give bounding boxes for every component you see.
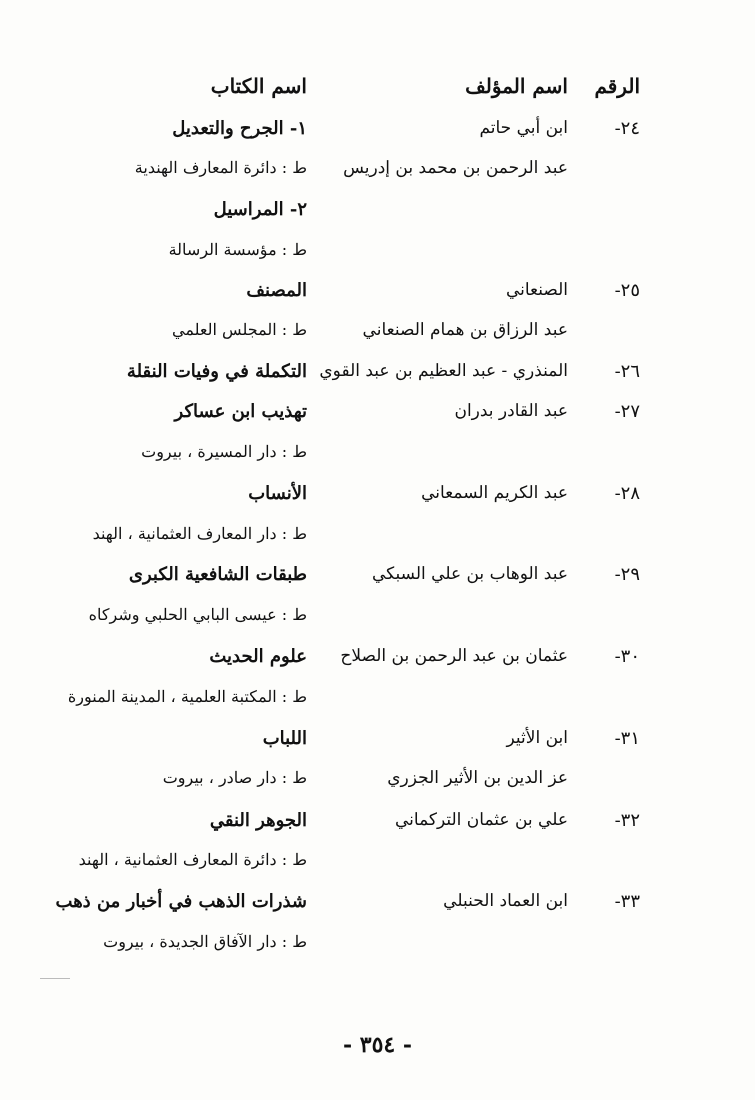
row-number: ٢٥-: [614, 280, 640, 301]
author-name: عبد الوهاب بن علي السبكي: [371, 564, 568, 584]
row-number: ٣٠-: [614, 646, 640, 667]
book-title: ٢- المراسيل: [213, 199, 307, 220]
row-number: ٢٦-: [614, 361, 640, 382]
footnote-rule: [40, 978, 70, 979]
book-title: الأنساب: [248, 483, 307, 504]
book-publisher: ط : دار الآفاق الجديدة ، بيروت: [103, 932, 307, 951]
book-publisher: ط : المكتبة العلمية ، المدينة المنورة: [67, 687, 307, 706]
row-number: ٢٩-: [614, 564, 640, 585]
book-publisher: ط : دائرة المعارف الهندية: [134, 158, 307, 177]
header-author: اسم المؤلف: [465, 74, 568, 98]
book-publisher: ط : عيسى البابي الحلبي وشركاه: [88, 605, 307, 624]
book-title: الجوهر النقي: [209, 810, 307, 831]
author-name: ابن الأثير: [506, 728, 568, 748]
book-title: ١- الجرح والتعديل: [172, 118, 307, 139]
book-publisher: ط : دار المعارف العثمانية ، الهند: [92, 524, 307, 543]
author-name: المنذري - عبد العظيم بن عبد القوي: [319, 361, 568, 381]
book-title: علوم الحديث: [209, 646, 307, 667]
book-publisher: ط : دار المسيرة ، بيروت: [141, 442, 307, 461]
book-title: تهذيب ابن عساكر: [174, 401, 307, 422]
author-name: عثمان بن عبد الرحمن بن الصلاح: [340, 646, 568, 666]
author-full-name: عز الدين بن الأثير الجزري: [387, 768, 568, 788]
author-name: ابن العماد الحنبلي: [443, 891, 568, 911]
author-name: عبد الكريم السمعاني: [421, 483, 568, 503]
author-full-name: عبد الرزاق بن همام الصنعاني: [362, 320, 568, 340]
book-publisher: ط : المجلس العلمي: [172, 320, 307, 339]
author-full-name: عبد الرحمن بن محمد بن إدريس: [343, 158, 568, 178]
header-number: الرقم: [594, 74, 640, 98]
row-number: ٣١-: [614, 728, 640, 749]
row-number: ٢٨-: [614, 483, 640, 504]
book-publisher: ط : مؤسسة الرسالة: [168, 240, 307, 259]
book-publisher: ط : دار صادر ، بيروت: [162, 768, 307, 787]
row-number: ٢٤-: [614, 118, 640, 139]
author-name: ابن أبي حاتم: [479, 118, 568, 138]
author-name: الصنعاني: [505, 280, 568, 300]
book-title: شذرات الذهب في أخبار من ذهب: [55, 891, 307, 912]
book-title: طبقات الشافعية الكبرى: [128, 564, 307, 585]
book-title: التكملة في وفيات النقلة: [126, 361, 307, 382]
book-publisher: ط : دائرة المعارف العثمانية ، الهند: [78, 850, 307, 869]
header-book: اسم الكتاب: [210, 74, 307, 98]
row-number: ٣٣-: [614, 891, 640, 912]
row-number: ٢٧-: [614, 401, 640, 422]
author-name: عبد القادر بدران: [454, 401, 568, 421]
row-number: ٣٢-: [614, 810, 640, 831]
book-title: المصنف: [246, 280, 307, 301]
page-number: - ٣٥٤ -: [342, 1032, 413, 1058]
book-title: اللباب: [262, 728, 307, 749]
author-name: علي بن عثمان التركماني: [394, 810, 568, 830]
